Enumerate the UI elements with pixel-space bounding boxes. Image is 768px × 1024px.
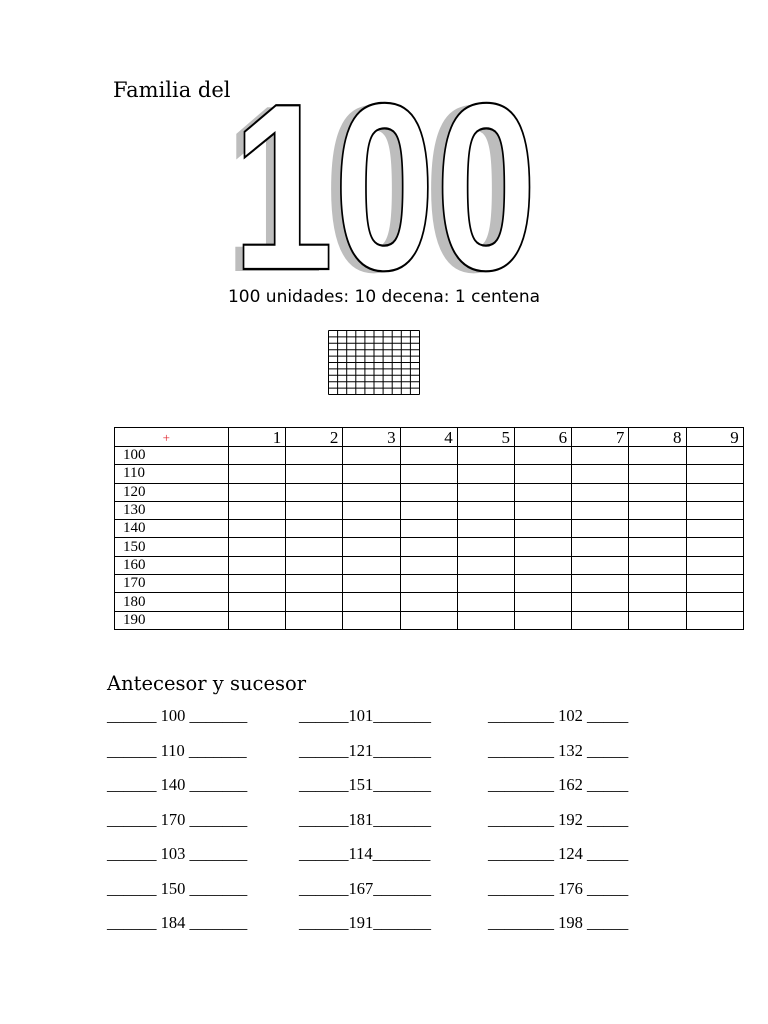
answer-cell[interactable] (572, 447, 629, 465)
answer-cell[interactable] (400, 556, 457, 574)
answer-cell[interactable] (686, 501, 743, 519)
exercise-item[interactable]: ________ 162 _____ (488, 775, 629, 794)
answer-cell[interactable] (686, 556, 743, 574)
row-header-150: 150 (115, 538, 229, 556)
answer-cell[interactable] (629, 447, 686, 465)
answer-cell[interactable] (286, 556, 343, 574)
answer-cell[interactable] (400, 520, 457, 538)
answer-cell[interactable] (629, 520, 686, 538)
column-header-8: 8 (629, 428, 686, 447)
answer-cell[interactable] (286, 575, 343, 593)
answer-cell[interactable] (629, 483, 686, 501)
answer-cell[interactable] (629, 501, 686, 519)
column-header-2: 2 (286, 428, 343, 447)
answer-cell[interactable] (457, 556, 514, 574)
answer-cell[interactable] (572, 538, 629, 556)
answer-cell[interactable] (572, 611, 629, 629)
answer-cell[interactable] (286, 538, 343, 556)
answer-cell[interactable] (400, 465, 457, 483)
exercise-row (107, 775, 667, 810)
answer-cell[interactable] (457, 611, 514, 629)
answer-cell[interactable] (457, 593, 514, 611)
answer-cell[interactable] (686, 575, 743, 593)
table-row (115, 556, 744, 574)
answer-cell[interactable] (514, 483, 571, 501)
exercise-item[interactable]: ________ 102 _____ (488, 706, 629, 725)
row-header-100: 100 (115, 447, 229, 465)
hundred-outline-number (220, 85, 560, 280)
answer-cell[interactable] (514, 447, 571, 465)
answer-cell[interactable] (343, 465, 400, 483)
answer-cell[interactable] (286, 447, 343, 465)
answer-cell[interactable] (343, 520, 400, 538)
table-row (115, 538, 744, 556)
answer-cell[interactable] (686, 538, 743, 556)
table-row (115, 501, 744, 519)
exercise-item[interactable]: ______ 170 _______ (107, 809, 248, 829)
table-row (115, 575, 744, 593)
answer-cell[interactable] (572, 520, 629, 538)
page-title: Familia del (113, 78, 231, 102)
row-header-160: 160 (115, 556, 229, 574)
answer-cell[interactable] (514, 556, 571, 574)
answer-cell[interactable] (629, 556, 686, 574)
exercise-item[interactable]: ________ 124 _____ (488, 844, 629, 863)
exercise-item[interactable]: ______181_______ (299, 809, 431, 829)
answer-cell[interactable] (229, 465, 286, 483)
table-row (115, 593, 744, 611)
exercise-row (107, 741, 667, 776)
answer-cell[interactable] (400, 575, 457, 593)
place-value-subtitle: 100 unidades: 10 decena: 1 centena (227, 287, 541, 307)
table-row (115, 483, 744, 501)
answer-cell[interactable] (229, 483, 286, 501)
answer-cell[interactable] (572, 593, 629, 611)
answer-cell[interactable] (572, 483, 629, 501)
answer-cell[interactable] (229, 611, 286, 629)
predecessor-successor-exercises (107, 706, 667, 948)
exercise-item[interactable]: ________ 192 _____ (488, 809, 629, 829)
answer-cell[interactable] (343, 575, 400, 593)
exercise-item[interactable]: ______ 150 _______ (107, 878, 248, 898)
exercise-item[interactable]: ______121_______ (299, 740, 431, 760)
answer-cell[interactable] (686, 447, 743, 465)
answer-cell[interactable] (629, 575, 686, 593)
exercise-item[interactable]: ________ 176 _____ (488, 878, 629, 898)
answer-cell[interactable] (229, 447, 286, 465)
exercise-item[interactable]: ________ 132 _____ (488, 740, 629, 760)
row-header-110: 110 (115, 465, 229, 483)
row-header-190: 190 (115, 611, 229, 629)
answer-cell[interactable] (457, 520, 514, 538)
section-title: Antecesor y sucesor (107, 672, 307, 695)
answer-cell[interactable] (686, 520, 743, 538)
table-row (115, 520, 744, 538)
table-row (115, 611, 744, 629)
answer-cell[interactable] (229, 501, 286, 519)
answer-cell[interactable] (686, 593, 743, 611)
answer-cell[interactable] (686, 611, 743, 629)
row-header-130: 130 (115, 501, 229, 519)
exercise-item[interactable]: ______191_______ (299, 913, 431, 932)
table-row (115, 447, 744, 465)
exercise-item[interactable]: ________ 198 _____ (488, 913, 629, 932)
answer-cell[interactable] (457, 501, 514, 519)
column-header-3: 3 (343, 428, 400, 447)
answer-cell[interactable] (343, 501, 400, 519)
answer-cell[interactable] (400, 447, 457, 465)
answer-cell[interactable] (514, 611, 571, 629)
row-header-170: 170 (115, 575, 229, 593)
answer-cell[interactable] (514, 538, 571, 556)
exercise-item[interactable]: ______114_______ (299, 844, 431, 863)
answer-cell[interactable] (343, 611, 400, 629)
answer-cell[interactable] (400, 611, 457, 629)
table-row (115, 465, 744, 483)
answer-cell[interactable] (629, 611, 686, 629)
answer-cell[interactable] (457, 465, 514, 483)
exercise-row (107, 706, 667, 741)
answer-cell[interactable] (572, 556, 629, 574)
exercise-item[interactable]: ______ 184 _______ (107, 913, 248, 932)
exercise-item[interactable]: ______101_______ (299, 706, 431, 725)
answer-cell[interactable] (229, 575, 286, 593)
answer-cell[interactable] (457, 538, 514, 556)
answer-cell[interactable] (629, 465, 686, 483)
answer-cell[interactable] (572, 465, 629, 483)
column-header-1: 1 (229, 428, 286, 447)
row-header-120: 120 (115, 483, 229, 501)
answer-cell[interactable] (343, 593, 400, 611)
table-header-row (115, 428, 744, 447)
hundred-block-grid (328, 330, 420, 395)
column-header-7: 7 (572, 428, 629, 447)
answer-cell[interactable] (457, 483, 514, 501)
column-header-4: 4 (400, 428, 457, 447)
exercise-item[interactable]: ______167_______ (299, 878, 431, 898)
row-header-140: 140 (115, 520, 229, 538)
exercise-row (107, 913, 667, 948)
answer-cell[interactable] (400, 483, 457, 501)
answer-cell[interactable] (286, 520, 343, 538)
column-header-5: 5 (457, 428, 514, 447)
exercise-row (107, 844, 667, 879)
answer-cell[interactable] (286, 611, 343, 629)
svg-text:100: 100 (232, 85, 537, 280)
svg-text:100: 100 (224, 85, 524, 280)
answer-cell[interactable] (286, 465, 343, 483)
answer-cell[interactable] (686, 465, 743, 483)
answer-cell[interactable] (343, 483, 400, 501)
answer-cell[interactable] (343, 538, 400, 556)
answer-cell[interactable] (400, 538, 457, 556)
exercise-item[interactable]: ______ 100 _______ (107, 706, 248, 725)
answer-cell[interactable] (286, 501, 343, 519)
answer-cell[interactable] (229, 538, 286, 556)
answer-cell[interactable] (629, 538, 686, 556)
addition-table (114, 427, 744, 630)
answer-cell[interactable] (514, 593, 571, 611)
answer-cell[interactable] (629, 593, 686, 611)
answer-cell[interactable] (514, 575, 571, 593)
answer-cell[interactable] (400, 593, 457, 611)
answer-cell[interactable] (229, 520, 286, 538)
answer-cell[interactable] (343, 447, 400, 465)
answer-cell[interactable] (457, 575, 514, 593)
exercise-item[interactable]: ______151_______ (299, 775, 431, 794)
answer-cell[interactable] (686, 483, 743, 501)
answer-cell[interactable] (400, 501, 457, 519)
answer-cell[interactable] (572, 501, 629, 519)
answer-cell[interactable] (343, 556, 400, 574)
exercise-item[interactable]: ______ 140 _______ (107, 775, 248, 794)
column-header-6: 6 (514, 428, 571, 447)
answer-cell[interactable] (286, 483, 343, 501)
column-header-9: 9 (686, 428, 743, 447)
row-header-180: 180 (115, 593, 229, 611)
answer-cell[interactable] (286, 593, 343, 611)
answer-cell[interactable] (514, 501, 571, 519)
exercise-row (107, 879, 667, 914)
answer-cell[interactable] (457, 447, 514, 465)
exercise-row (107, 810, 667, 845)
answer-cell[interactable] (229, 593, 286, 611)
exercise-item[interactable]: ______ 110 _______ (107, 740, 247, 760)
plus-sign: + (115, 428, 229, 447)
answer-cell[interactable] (514, 465, 571, 483)
exercise-item[interactable]: ______ 103 _______ (107, 844, 248, 863)
answer-cell[interactable] (514, 520, 571, 538)
answer-cell[interactable] (572, 575, 629, 593)
answer-cell[interactable] (229, 556, 286, 574)
